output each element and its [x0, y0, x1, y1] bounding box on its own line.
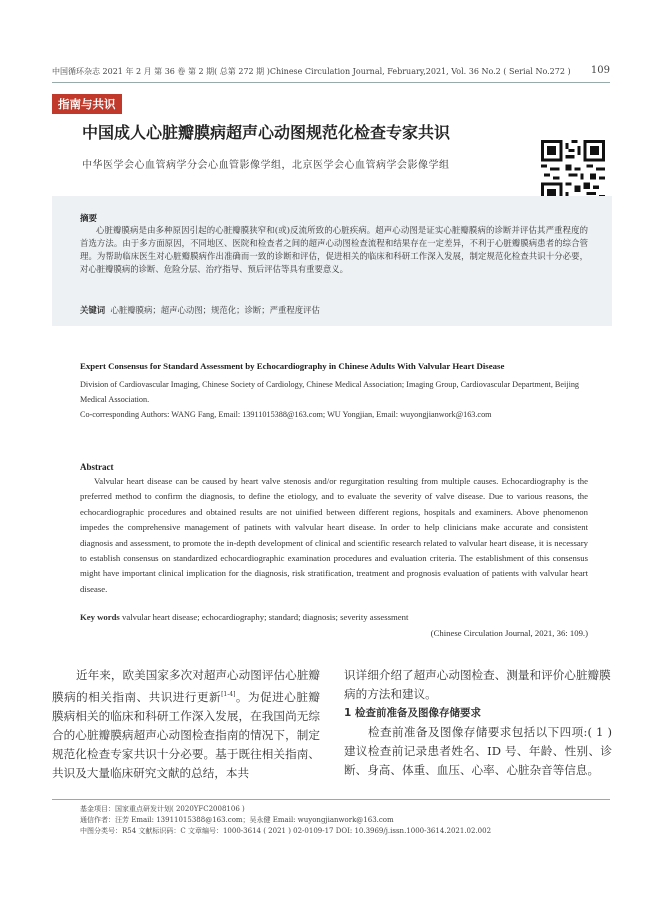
cn-abstract-text: 心脏瓣膜病是由多种原因引起的心脏瓣膜狭窄和(或)反流所致的心脏疾病。超声心动图是证实心脏瓣膜病的诊断并评估其严重程度的首选方法。由于多方面原因，不同地区、医院和检查者之间的超声心动图检查流程和结果存在一定差异，不利于心脏瓣膜病患者的综合管理。为帮助临床医生对心脏瓣膜病作出准确而一致的诊断和评估，促进相关的临床和科研工作深入发展，制定规范化检查共识十分必要，对心脏瓣膜病的诊断、危险分层、治疗指导、预后评估等具有重要意义。 — [80, 225, 588, 274]
reference-marker[interactable]: [1-4] — [221, 691, 236, 698]
en-citation: (Chinese Circulation Journal, 2021, 36: 109.) — [430, 628, 588, 638]
en-abstract-heading: Abstract — [80, 462, 114, 472]
cn-keywords-list: 心脏瓣膜病；超声心动图；规范化；诊断；严重程度评估 — [110, 305, 320, 315]
footer-fund: 基金项目：国家重点研发计划( 2020YFC2008106 ) — [80, 805, 245, 813]
qr-code-icon[interactable] — [541, 140, 605, 204]
cn-keywords — [80, 304, 320, 316]
en-corresponding: Co-corresponding Authors: WANG Fang, Email: 13911015388@163.com; WU Yongjian, Email: wuyongjianwork@163.com — [80, 410, 492, 419]
body-left-column — [52, 666, 320, 783]
section-1-heading: 1 检查前准备及图像存储要求 — [344, 707, 481, 719]
en-affiliation-block — [80, 377, 595, 422]
cn-keywords-label: 关键词 — [80, 305, 106, 315]
body-left-text-1: 近年来，欧美国家多次对超声心动图评估心脏瓣膜病的相关指南、共识进行更新 — [52, 668, 320, 704]
section-tag: 指南与共识 — [52, 94, 122, 114]
page-number: 109 — [590, 65, 610, 76]
en-keywords-list: valvular heart disease; echocardiography; standard; diagnosis; severity assessment — [122, 612, 409, 622]
article-title: 中国成人心脏瓣膜病超声心动图规范化检查专家共识 — [82, 123, 451, 142]
en-abstract-text: Valvular heart disease can be caused by heart valve stenosis and/or regurgitation resulting from multiple causes. Echocardiography is the preferred method to confirm the diagnosis, to define the etiology, and to evaluate the severity of valve disease. Due to various reasons, the echocardiographic procedures and obtained results are not uinified between different regions, hospitals and examiners. Above phenomenon impedes the comprehensive management of patinets with valvular heart disease. In order to help clinicians make accurate and consistent diagnosis and assessment, to promote the in-depth development of clinical and scientific research related to valvular heart disease, it is necessary to establish consensus on standardized echocardiographic examination procedures and evaluation criteria. The establishment of this consensus might have important clinical implication for the diagnosis, risk stratification, treatment and prognosis evaluation of patients with valvular heart disease. — [80, 476, 588, 594]
en-affiliation: Division of Cardiovascular Imaging, Chinese Society of Cardiology, Chinese Medical Association; Imaging Group, Cardiovascular Department, Beijing Medical Association. — [80, 380, 580, 404]
body-right-continuation: 识详细介绍了超声心动图检查、测量和评价心脏瓣膜病的方法和建议。 — [344, 668, 611, 701]
footer-notes — [80, 804, 620, 837]
article-authors: 中华医学会心血管病学分会心血管影像学组，北京医学会心血管病学会影像学组 — [82, 160, 450, 171]
cn-abstract-heading: 摘要 — [80, 214, 98, 224]
footer-divider — [52, 799, 610, 800]
en-keywords-label: Key words — [80, 612, 120, 622]
header-divider — [52, 82, 610, 83]
en-keywords — [80, 612, 408, 622]
en-title: Expert Consensus for Standard Assessment by Echocardiography in Chinese Adults With Valvular Heart Disease — [80, 361, 505, 371]
footer-contact: 通信作者：汪芳 Email: 13911015388@163.com；吴永健 Email: wuyongjianwork@163.com — [80, 816, 394, 824]
body-right-column — [344, 666, 612, 780]
section-1-text: 检查前准备及图像存储要求包括以下四项:( 1 ) 建议检查前记录患者姓名、ID 号、年龄、性别、诊断、身高、体重、血压、心率、心脏杂音等信息。 — [344, 725, 612, 777]
body-left-text-2: 。为促进心脏瓣膜病相关的临床和科研工作深入发展，在我国尚无综合的心脏瓣膜病超声心动图检查指南的情况下，制定规范化检查专家共识十分必要。基于既往相关指南、共识及大量临床研究文献的总结，本共 — [52, 689, 320, 780]
journal-header: 中国循环杂志 2021 年 2 月 第 36 卷 第 2 期( 总第 272 期 )Chinese Circulation Journal, February,2021, Vol. 36 No.2 ( Serial No.272 ) — [52, 67, 571, 76]
footer-classification: 中图分类号：R54 文献标识码：C 文章编号：1000-3614 ( 2021 ) 02-0109-17 DOI: 10.3969/j.issn.1000-3614.2021.02.002 — [80, 827, 492, 835]
